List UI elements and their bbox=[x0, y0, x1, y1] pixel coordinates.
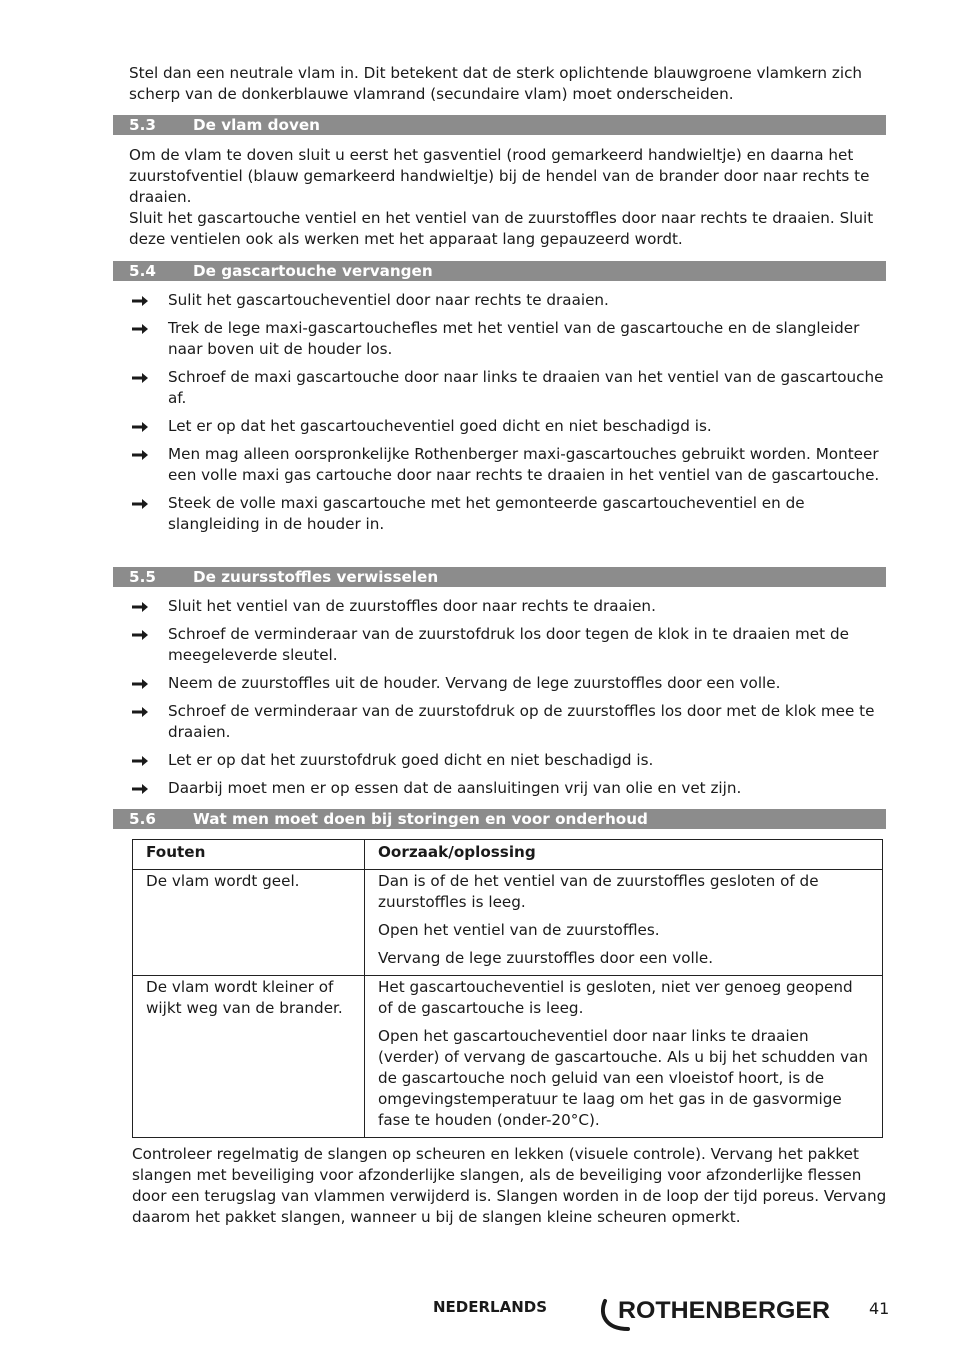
solution-text: Het gascartoucheventiel is gesloten, niet ver genoeg geopend of de gascartouche is leeg. bbox=[378, 978, 853, 1017]
arrow-right-icon bbox=[131, 783, 149, 795]
table-row bbox=[133, 870, 883, 976]
footer-language: NEDERLANDS bbox=[433, 1298, 548, 1316]
section-5-3-body bbox=[129, 145, 889, 250]
section-title: De zuursstoffles verwisselen bbox=[193, 568, 439, 586]
list-item bbox=[129, 596, 889, 617]
table-row bbox=[133, 976, 883, 1138]
section-title: Wat men moet doen bij storingen en voor onderhoud bbox=[193, 810, 648, 828]
intro-paragraph: Stel dan een neutrale vlam in. Dit betekent dat de sterk oplichtende blauwgroene vlamkern zich scherp van de donkerblauwe vlamrand (secundaire vlam) moet onderscheiden. bbox=[129, 64, 863, 103]
arrow-right-icon bbox=[131, 372, 149, 384]
arrow-right-icon bbox=[131, 678, 149, 690]
section-number: 5.6 bbox=[129, 810, 156, 828]
section-number: 5.3 bbox=[129, 116, 156, 134]
arrow-right-icon bbox=[131, 449, 149, 461]
list-item-text: Let er op dat het zuurstofdruk goed dicht en niet beschadigd is. bbox=[168, 751, 654, 769]
arrow-right-icon bbox=[131, 323, 149, 335]
arrow-right-icon bbox=[131, 706, 149, 718]
maintenance-paragraph: Controleer regelmatig de slangen op scheuren en lekken (visuele controle). Vervang het pakket slangen met beveiliging voor afzonderlijke slangen, als de beveiliging voor afzonderlijke flessen door een terugslag van vlammen verwijderd is. Slangen worden in de loop der tijd poreus. Vervang daarom het pakket slangen, wanneer u bij de slangen kleine scheuren opmerkt. bbox=[132, 1145, 887, 1226]
arrow-right-icon bbox=[131, 421, 149, 433]
arrow-right-icon bbox=[131, 295, 149, 307]
arrow-right-icon bbox=[131, 601, 149, 613]
section-title: De gascartouche vervangen bbox=[193, 262, 433, 280]
fault-cell bbox=[133, 976, 365, 1138]
table-header-row bbox=[133, 840, 883, 870]
section-header-5-5 bbox=[113, 567, 886, 587]
list-item bbox=[129, 701, 889, 743]
arrow-right-icon bbox=[131, 629, 149, 641]
list-item bbox=[129, 290, 889, 311]
list-item-text: Sulit het gascartoucheventiel door naar rechts te draaien. bbox=[168, 291, 609, 309]
list-item bbox=[129, 778, 889, 799]
arrow-right-icon bbox=[131, 755, 149, 767]
list-item-text: Let er op dat het gascartoucheventiel goed dicht en niet beschadigd is. bbox=[168, 417, 712, 435]
list-item-text: Schroef de verminderaar van de zuurstofdruk los door tegen de klok in te draaien met de meegeleverde sleutel. bbox=[168, 625, 849, 664]
section-5-5-steps bbox=[129, 596, 889, 806]
list-item-text: Sluit het ventiel van de zuurstoffles door naar rechts te draaien. bbox=[168, 597, 656, 615]
list-item bbox=[129, 493, 889, 535]
solution-text: Vervang de lege zuurstoffles door een volle. bbox=[378, 949, 714, 967]
section-title: De vlam doven bbox=[193, 116, 320, 134]
section-5-4-steps bbox=[129, 290, 889, 542]
list-item-text: Men mag alleen oorspronkelijke Rothenberger maxi-gascartouches gebruikt worden. Monteer een volle maxi gas cartouche door naar rechts te draaien in het ventiel van de gascartouche. bbox=[168, 445, 880, 484]
solution-text: Open het ventiel van de zuurstoffles. bbox=[378, 921, 660, 939]
solution-cell bbox=[365, 870, 883, 976]
list-item bbox=[129, 416, 889, 437]
list-item-text: Schroef de maxi gascartouche door naar links te draaien van het ventiel van de gascartouche af. bbox=[168, 368, 884, 407]
solution-text: Dan is of de het ventiel van de zuurstoffles gesloten of de zuurstoffles is leeg. bbox=[378, 872, 819, 911]
section-number: 5.4 bbox=[129, 262, 156, 280]
list-item bbox=[129, 624, 889, 666]
arrow-right-icon bbox=[131, 498, 149, 510]
column-header-faults: Fouten bbox=[133, 840, 365, 870]
list-item bbox=[129, 318, 889, 360]
list-item-text: Trek de lege maxi-gascartouchefles met het ventiel van de gascartouche en de slangleider naar boven uit de houder los. bbox=[168, 319, 860, 358]
list-item-text: Steek de volle maxi gascartouche met het gemonteerde gascartoucheventiel en de slangleiding in de houder in. bbox=[168, 494, 805, 533]
list-item-text: Schroef de verminderaar van de zuurstofdruk op de zuurstoffles los door met de klok mee te draaien. bbox=[168, 702, 875, 741]
section-header-5-3 bbox=[113, 115, 886, 135]
list-item bbox=[129, 750, 889, 771]
list-item bbox=[129, 367, 889, 409]
list-item-text: Daarbij moet men er op essen dat de aansluitingen vrij van olie en vet zijn. bbox=[168, 779, 742, 797]
troubleshooting-table bbox=[132, 839, 883, 1138]
section-header-5-4 bbox=[113, 261, 886, 281]
paragraph: Om de vlam te doven sluit u eerst het gasventiel (rood gemarkeerd handwieltje) en daarna het zuurstofventiel (blauw gemarkeerd handwieltje) bij de hendel van de brander door naar rechts te draaien. bbox=[129, 146, 870, 206]
list-item bbox=[129, 673, 889, 694]
list-item bbox=[129, 444, 889, 486]
brand-name: ROTHENBERGER bbox=[618, 1297, 830, 1324]
solution-text: Open het gascartoucheventiel door naar links te draaien (verder) of vervang de gascartouche. Als u bij het schudden van de gascartouche noch geluid van een vloeistof hoort, is de omgevingstemperatuur te laag om het gas in de gasvormige fase te houden (onder-20°C). bbox=[378, 1027, 869, 1129]
fault-text: De vlam wordt kleiner of wijkt weg van de brander. bbox=[146, 978, 343, 1017]
column-header-cause-solution: Oorzaak/oplossing bbox=[365, 840, 883, 870]
fault-cell bbox=[133, 870, 365, 976]
paragraph: Sluit het gascartouche ventiel en het ventiel van de zuurstoffles door naar rechts te draaien. Sluit deze ventielen ook als werken met het apparaat lang gepauzeerd wordt. bbox=[129, 209, 874, 248]
rothenberger-logo bbox=[596, 1293, 836, 1333]
fault-text: De vlam wordt geel. bbox=[146, 872, 300, 890]
list-item-text: Neem de zuurstoffles uit de houder. Vervang de lege zuurstoffles door een volle. bbox=[168, 674, 781, 692]
section-number: 5.5 bbox=[129, 568, 156, 586]
section-header-5-6 bbox=[113, 809, 886, 829]
solution-cell bbox=[365, 976, 883, 1138]
page-number: 41 bbox=[869, 1299, 890, 1318]
